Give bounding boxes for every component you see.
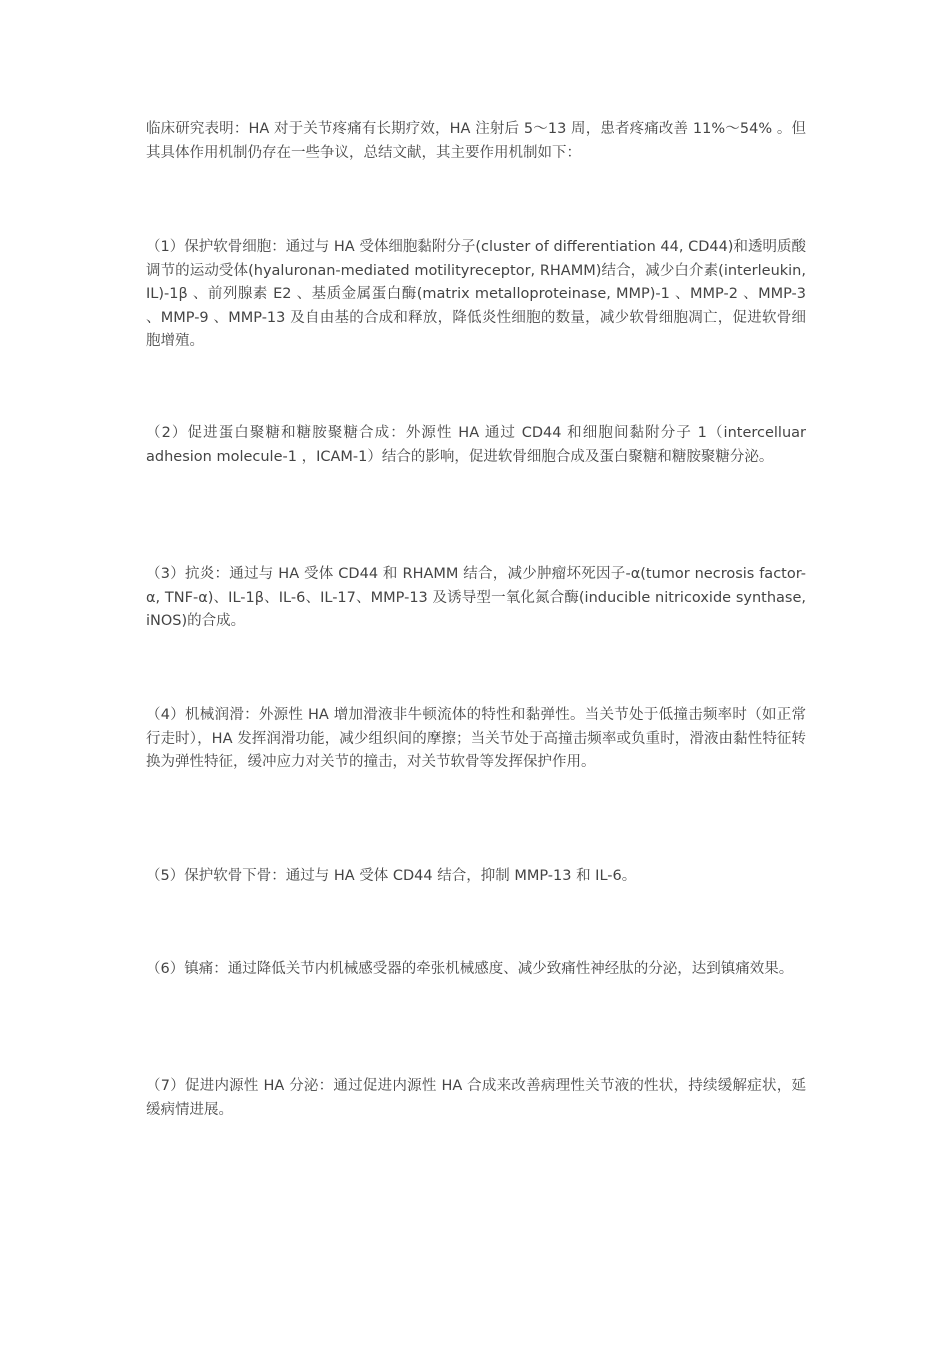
mechanism-2-paragraph: （2）促进蛋白聚糖和糖胺聚糖合成：外源性 HA 通过 CD44 和细胞间黏附分子 1（intercelluar adhesion molecule-1 ，ICAM-1）结合的影响，促进软骨细胞合成及蛋白聚糖和糖胺聚糖分泌。 [146, 425, 806, 465]
intro-paragraph: 临床研究表明：HA 对于关节疼痛有长期疗效，HA 注射后 5～13 周，患者疼痛改善 11%～54% 。但其具体作用机制仍存在一些争议，总结文献，其主要作用机制如下： [146, 121, 806, 161]
mechanism-7-paragraph: （7）促进内源性 HA 分泌：通过促进内源性 HA 合成来改善病理性关节液的性状，持续缓解症状，延缓病情进展。 [146, 1078, 806, 1118]
mechanism-5-paragraph: （5）保护软骨下骨：通过与 HA 受体 CD44 结合，抑制 MMP-13 和 IL-6。 [146, 868, 637, 884]
mechanism-6-paragraph: （6）镇痛：通过降低关节内机械感受器的牵张机械感度、减少致痛性神经肽的分泌，达到镇痛效果。 [146, 961, 794, 977]
mechanism-3-paragraph: （3）抗炎：通过与 HA 受体 CD44 和 RHAMM 结合，减少肿瘤坏死因子-α(tumor necrosis factor-α, TNF-α)、IL-1β、IL-6、IL-17、MMP-13 及诱导型一氧化氮合酶(inducible nitricoxide synthase, iNOS)的合成。 [146, 566, 806, 629]
mechanism-1-paragraph: （1）保护软骨细胞：通过与 HA 受体细胞黏附分子(cluster of differentiation 44, CD44)和透明质酸调节的运动受体(hyaluronan-mediated motilityreceptor, RHAMM)结合，减少白介素(interleukin, IL)-1β 、前列腺素 E2 、基质金属蛋白酶(matrix metalloproteinase, MMP)-1 、MMP-2 、MMP-3 、MMP-9 、MMP-13 及自由基的合成和释放，降低炎性细胞的数量，减少软骨细胞凋亡，促进软骨细胞增殖。 [146, 239, 806, 349]
mechanism-4-paragraph: （4）机械润滑：外源性 HA 增加滑液非牛顿流体的特性和黏弹性。当关节处于低撞击频率时（如正常行走时），HA 发挥润滑功能，减少组织间的摩擦；当关节处于高撞击频率或负重时，滑液由黏性特征转换为弹性特征，缓冲应力对关节的撞击，对关节软骨等发挥保护作用。 [146, 707, 806, 770]
